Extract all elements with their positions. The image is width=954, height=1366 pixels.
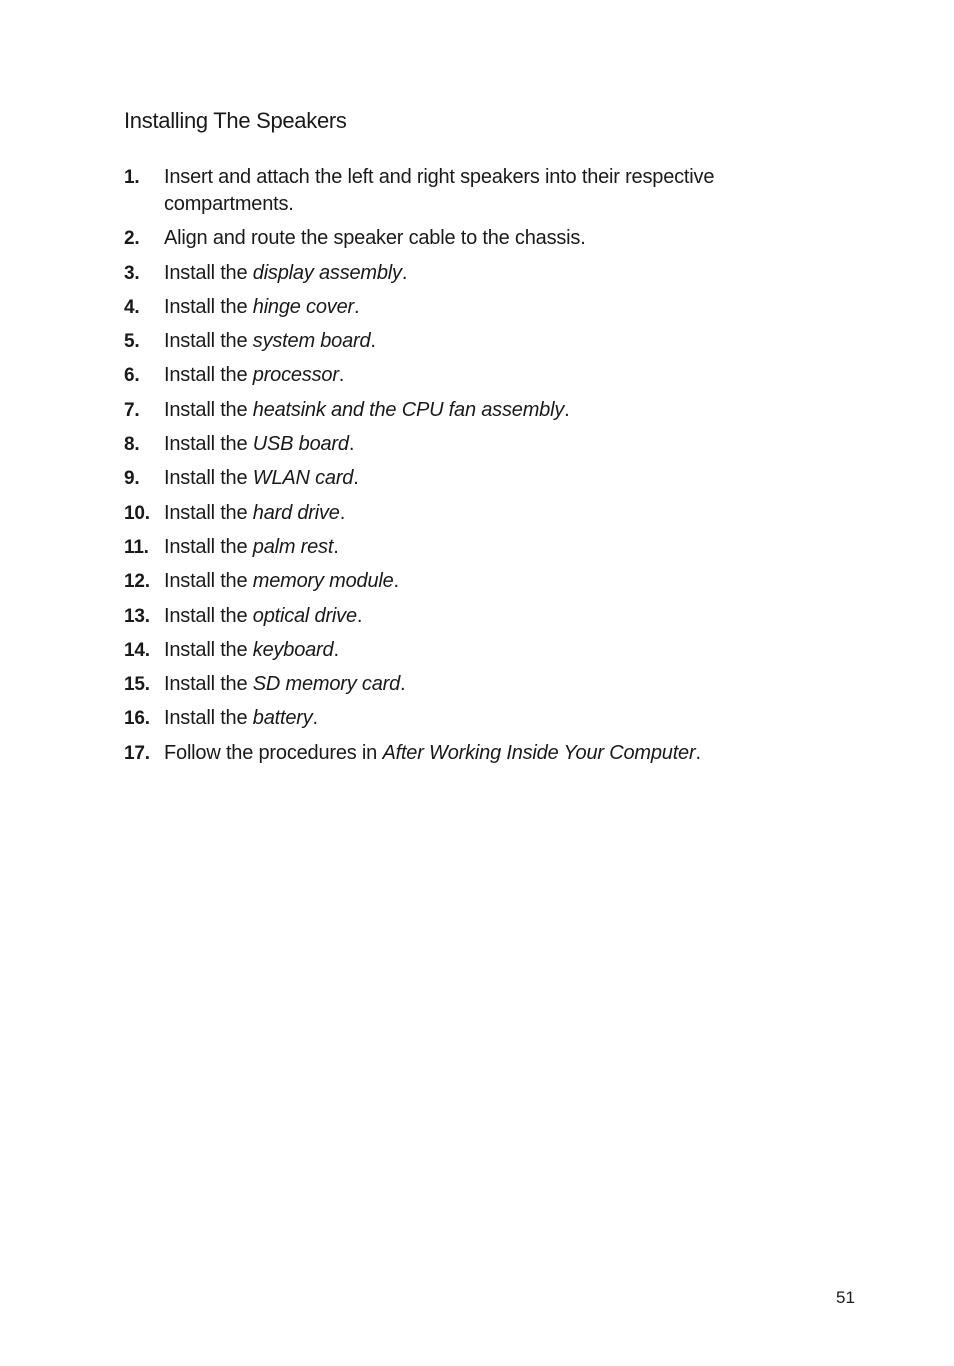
step-text [164, 225, 804, 252]
step-text [164, 568, 804, 595]
step-text-reference: After Working Inside Your Computer [382, 741, 696, 764]
step-text-plain: Install the [164, 501, 253, 524]
step-text-plain: Install the [164, 673, 253, 696]
step-item [124, 603, 804, 630]
step-text-plain: Install the [164, 295, 253, 318]
step-text-suffix: . [695, 741, 701, 764]
step-number: 4. [124, 296, 140, 318]
step-number: 1. [124, 167, 140, 188]
step-item [124, 568, 804, 595]
step-item [124, 362, 804, 389]
step-text [164, 500, 804, 527]
step-number: 5. [124, 331, 140, 353]
step-text-plain: Install the [164, 433, 253, 456]
step-item [124, 294, 804, 321]
step-text-reference: hard drive [252, 501, 340, 524]
step-text-reference: memory module [252, 570, 394, 593]
step-text [164, 164, 804, 218]
step-item [124, 397, 804, 424]
section-heading: Installing The Speakers [124, 108, 347, 133]
page-number: 51 [836, 1288, 855, 1307]
step-text-suffix: . [348, 433, 355, 456]
step-item [124, 705, 804, 732]
step-text-plain: Follow the procedures in [164, 741, 383, 764]
step-item [124, 431, 804, 458]
step-item [124, 225, 804, 252]
step-text-suffix: . [353, 467, 359, 490]
step-text-suffix: . [333, 535, 339, 558]
step-text [164, 260, 804, 287]
step-text [164, 671, 804, 698]
step-number: 15. [124, 674, 150, 696]
step-text-plain: Install the [164, 330, 253, 353]
step-text-suffix: . [356, 604, 363, 627]
step-text-plain: Install the [164, 398, 253, 421]
step-text-suffix: . [339, 501, 346, 524]
step-number: 6. [124, 365, 140, 387]
step-text-suffix: . [312, 707, 318, 730]
step-text-plain: Install the [164, 707, 253, 730]
step-text-reference: USB board [252, 433, 349, 456]
step-text [164, 362, 804, 389]
step-text-reference: WLAN card [252, 467, 354, 490]
step-number: 17. [124, 742, 150, 764]
step-item [124, 164, 804, 218]
step-text-reference: optical drive [252, 604, 357, 627]
step-text-suffix: . [370, 330, 376, 353]
step-text-suffix: . [393, 570, 399, 593]
step-number: 9. [124, 468, 140, 490]
step-text-suffix: . [333, 638, 339, 661]
step-text [164, 328, 804, 355]
step-text [164, 637, 804, 664]
step-text-plain: Install the [164, 535, 253, 558]
step-number: 8. [124, 434, 140, 456]
step-number: 10. [124, 502, 150, 524]
step-number: 7. [124, 399, 140, 421]
step-text-reference: heatsink and the CPU fan assembly [252, 398, 565, 421]
step-number: 11. [124, 536, 149, 558]
step-number: 13. [124, 605, 150, 627]
step-text-reference: battery [252, 707, 313, 730]
step-text [164, 705, 804, 732]
step-text-suffix: . [400, 673, 406, 696]
step-item [124, 740, 804, 767]
step-item [124, 465, 804, 492]
step-text-plain: Install the [164, 364, 253, 387]
step-item [124, 500, 804, 527]
step-text [164, 534, 804, 561]
step-text-suffix: . [401, 261, 408, 284]
step-number: 16. [124, 708, 150, 730]
step-text-plain: Install the [164, 467, 253, 490]
step-text-plain: Install the [164, 261, 253, 284]
step-text-reference: display assembly [252, 261, 402, 284]
step-item [124, 637, 804, 664]
step-item [124, 328, 804, 355]
step-text-reference: processor [252, 364, 339, 387]
step-text [164, 397, 804, 424]
step-text [164, 740, 804, 767]
step-text [164, 465, 804, 492]
step-text-reference: system board [252, 330, 371, 353]
step-text-reference: palm rest [252, 535, 334, 558]
step-text-reference: hinge cover [252, 295, 354, 318]
step-number: 2. [124, 228, 140, 250]
step-text-plain: Install the [164, 604, 253, 627]
step-text-plain: Install the [164, 570, 253, 593]
step-text-suffix: . [564, 398, 570, 421]
step-number: 14. [124, 639, 150, 661]
step-text-suffix: . [338, 364, 345, 387]
step-text-plain: Insert and attach the left and right speakers into their respective compartments. [164, 166, 715, 215]
step-text [164, 431, 804, 458]
step-text [164, 294, 804, 321]
step-item [124, 671, 804, 698]
steps-list [124, 164, 804, 774]
step-item [124, 260, 804, 287]
step-text-reference: SD memory card [252, 673, 400, 696]
step-number: 12. [124, 571, 150, 593]
step-text-plain: Install the [164, 638, 253, 661]
step-text-reference: keyboard [252, 638, 334, 661]
step-text [164, 603, 804, 630]
step-text-plain: Align and route the speaker cable to the chassis. [164, 227, 586, 250]
step-item [124, 534, 804, 561]
step-text-suffix: . [353, 295, 360, 318]
step-number: 3. [124, 262, 140, 284]
